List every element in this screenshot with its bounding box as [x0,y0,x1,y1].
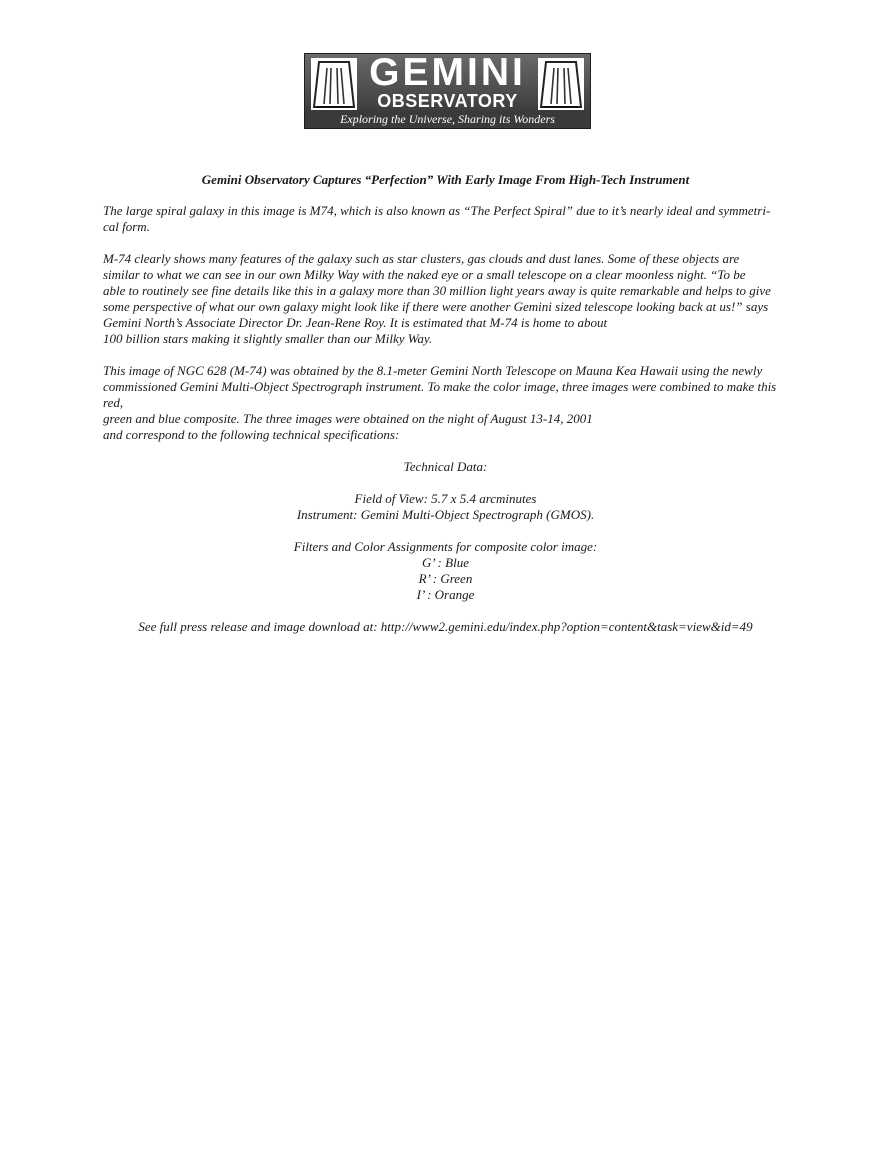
paragraph-intro [103,203,788,235]
press-release-body [103,171,788,651]
paragraph-features [103,251,788,347]
text-line: This image of NGC 628 (M-74) was obtained by the 8.1-meter Gemini North Telescope on Mauna Kea Hawaii using the newly [103,363,763,378]
filters-heading: Filters and Color Assignments for composite color image: [293,539,598,554]
filter-item: I’ : Orange [416,587,475,602]
text-line: and correspond to the following technical specifications: [103,427,400,442]
text-line: able to routinely see fine details like this in a galaxy more than 30 million light years away is quite remarkable and helps to give [103,283,771,298]
logo-tagline: Exploring the Universe, Sharing its Wonders [305,111,590,128]
field-of-view: Field of View: 5.7 x 5.4 arcminutes [354,491,537,506]
footer-note [103,619,788,635]
text-line: some perspective of what our own galaxy might look like if there were another Gemini sized telescope looking back at us!” says [103,299,769,314]
headline: Gemini Observatory Captures “Perfection” With Early Image From High-Tech Instrument [201,172,690,187]
filter-item: G’ : Blue [422,555,469,570]
text-line: similar to what we can see in our own Milky Way with the naked eye or a small telescope on a clear moonless night. “To be [103,267,746,282]
instrument: Instrument: Gemini Multi-Object Spectrograph (GMOS). [296,507,595,522]
text-line: The large spiral galaxy in this image is M74, which is also known as “The Perfect Spiral” due to it’s nearly ideal and symmetri- [103,203,771,218]
text-line: M-74 clearly shows many features of the galaxy such as star clusters, gas clouds and dust lanes. Some of these objects are [103,251,740,266]
text-line: commissioned Gemini Multi-Object Spectrograph instrument. To make the color image, three images were combined to make this [103,379,777,394]
logo-subtitle: OBSERVATORY [377,91,518,111]
text-line: 100 billion stars making it slightly smaller than our Milky Way. [103,331,433,346]
filters-block [103,539,788,603]
technical-data-heading-block [103,459,788,475]
text-line: green and blue composite. The three images were obtained on the night of August 13-14, 2001 [103,411,593,426]
press-release-link-text: See full press release and image download at: http://www2.gemini.edu/index.php?option=content&task=view&id=49 [138,619,753,634]
technical-data-heading: Technical Data: [403,459,488,474]
text-line: cal form. [103,219,150,234]
filter-item: R’ : Green [418,571,473,586]
text-line: red, [103,395,124,410]
gemini-observatory-logo [304,53,591,129]
telescope-dome-icon [311,58,357,110]
logo-wordmark: GEMINI [369,53,526,94]
technical-specs [103,491,788,523]
text-line: Gemini North’s Associate Director Dr. Jean-Rene Roy. It is estimated that M-74 is home to about [103,315,608,330]
telescope-dome-icon [538,58,584,110]
paragraph-observation [103,363,788,443]
